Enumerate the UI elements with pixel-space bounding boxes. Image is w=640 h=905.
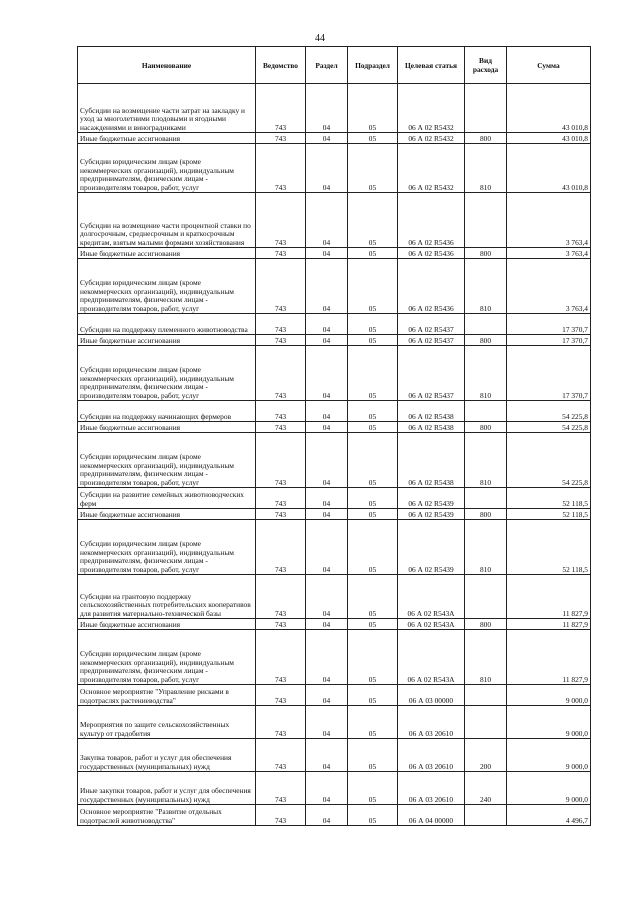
row-target-cell: 06 А 02 R5438 bbox=[398, 422, 465, 433]
row-type-cell bbox=[465, 575, 507, 619]
row-sum-cell: 17 370,7 bbox=[507, 335, 591, 346]
row-dept-cell: 743 bbox=[256, 248, 306, 259]
row-name-cell: Основное мероприятие "Управление рисками в подотраслях растениеводства" bbox=[78, 685, 256, 706]
table-row bbox=[78, 685, 591, 706]
row-subsection-cell: 05 bbox=[348, 84, 398, 133]
row-target-cell: 06 А 04 00000 bbox=[398, 805, 465, 826]
page-number: 44 bbox=[315, 33, 325, 44]
table-row bbox=[78, 575, 591, 619]
row-target-cell: 06 А 02 R5432 bbox=[398, 144, 465, 193]
table-row bbox=[78, 433, 591, 488]
row-dept-cell: 743 bbox=[256, 144, 306, 193]
row-section-cell: 04 bbox=[306, 422, 348, 433]
row-name-cell: Иные бюджетные ассигнования bbox=[78, 619, 256, 630]
row-target-cell: 06 А 02 R5436 bbox=[398, 248, 465, 259]
row-dept-cell: 743 bbox=[256, 133, 306, 144]
table-row bbox=[78, 259, 591, 314]
row-subsection-cell: 05 bbox=[348, 133, 398, 144]
row-type-cell bbox=[465, 685, 507, 706]
row-target-cell: 06 А 03 00000 bbox=[398, 685, 465, 706]
row-subsection-cell: 05 bbox=[348, 488, 398, 509]
row-subsection-cell: 05 bbox=[348, 248, 398, 259]
row-section-cell: 04 bbox=[306, 619, 348, 630]
table-row bbox=[78, 401, 591, 422]
row-sum-cell: 52 118,5 bbox=[507, 520, 591, 575]
row-section-cell: 04 bbox=[306, 630, 348, 685]
row-type-cell: 810 bbox=[465, 433, 507, 488]
row-name-cell: Субсидии на возмещение части затрат на закладку и уход за многолетними плодовыми и ягодными насаждениями и виноградниками bbox=[78, 84, 256, 133]
row-section-cell: 04 bbox=[306, 401, 348, 422]
table-row bbox=[78, 488, 591, 509]
table-row bbox=[78, 346, 591, 401]
row-target-cell: 06 А 02 R5439 bbox=[398, 509, 465, 520]
row-subsection-cell: 05 bbox=[348, 739, 398, 772]
row-dept-cell: 743 bbox=[256, 739, 306, 772]
row-sum-cell: 43 010,8 bbox=[507, 84, 591, 133]
row-sum-cell: 43 010,8 bbox=[507, 133, 591, 144]
row-subsection-cell: 05 bbox=[348, 805, 398, 826]
row-type-cell bbox=[465, 401, 507, 422]
row-target-cell: 06 А 03 20610 bbox=[398, 772, 465, 805]
row-name-cell: Иные бюджетные ассигнования bbox=[78, 422, 256, 433]
row-section-cell: 04 bbox=[306, 335, 348, 346]
table-row bbox=[78, 739, 591, 772]
row-sum-cell: 9 000,0 bbox=[507, 772, 591, 805]
row-name-cell: Основное мероприятие "Развитие отдельных подотраслей животноводства" bbox=[78, 805, 256, 826]
row-target-cell: 06 А 02 R5437 bbox=[398, 314, 465, 335]
row-sum-cell: 3 763,4 bbox=[507, 259, 591, 314]
row-subsection-cell: 05 bbox=[348, 144, 398, 193]
col-header-target: Целевая статья bbox=[398, 47, 465, 84]
row-sum-cell: 11 827,9 bbox=[507, 575, 591, 619]
row-type-cell: 800 bbox=[465, 509, 507, 520]
table-row bbox=[78, 248, 591, 259]
row-dept-cell: 743 bbox=[256, 193, 306, 248]
row-section-cell: 04 bbox=[306, 575, 348, 619]
row-sum-cell: 11 827,9 bbox=[507, 619, 591, 630]
table-row bbox=[78, 706, 591, 739]
row-target-cell: 06 А 02 R5439 bbox=[398, 488, 465, 509]
row-dept-cell: 743 bbox=[256, 433, 306, 488]
row-section-cell: 04 bbox=[306, 433, 348, 488]
row-sum-cell: 54 225,8 bbox=[507, 433, 591, 488]
row-type-cell: 810 bbox=[465, 259, 507, 314]
row-section-cell: 04 bbox=[306, 706, 348, 739]
row-section-cell: 04 bbox=[306, 84, 348, 133]
row-target-cell: 06 А 02 R543А bbox=[398, 630, 465, 685]
table-row bbox=[78, 314, 591, 335]
row-sum-cell: 54 225,8 bbox=[507, 422, 591, 433]
row-target-cell: 06 А 02 R5438 bbox=[398, 401, 465, 422]
row-section-cell: 04 bbox=[306, 133, 348, 144]
row-sum-cell: 4 496,7 bbox=[507, 805, 591, 826]
row-subsection-cell: 05 bbox=[348, 346, 398, 401]
row-name-cell: Мероприятия по защите сельскохозяйственных культур от градобития bbox=[78, 706, 256, 739]
row-dept-cell: 743 bbox=[256, 259, 306, 314]
row-subsection-cell: 05 bbox=[348, 422, 398, 433]
row-target-cell: 06 А 02 R5439 bbox=[398, 520, 465, 575]
row-type-cell bbox=[465, 314, 507, 335]
row-sum-cell: 52 118,5 bbox=[507, 488, 591, 509]
table-row bbox=[78, 520, 591, 575]
row-sum-cell: 52 118,5 bbox=[507, 509, 591, 520]
table-row bbox=[78, 630, 591, 685]
row-subsection-cell: 05 bbox=[348, 314, 398, 335]
col-header-name: Наименование bbox=[78, 47, 256, 84]
row-target-cell: 06 А 02 R5437 bbox=[398, 335, 465, 346]
row-name-cell: Субсидии на возмещение части процентной ставки по долгосрочным, среднесрочным и краткосрочным кредитам, взятым малыми формами хозяйствования bbox=[78, 193, 256, 248]
row-subsection-cell: 05 bbox=[348, 335, 398, 346]
row-dept-cell: 743 bbox=[256, 772, 306, 805]
row-type-cell: 800 bbox=[465, 335, 507, 346]
row-type-cell: 800 bbox=[465, 619, 507, 630]
row-section-cell: 04 bbox=[306, 259, 348, 314]
row-name-cell: Иные бюджетные ассигнования bbox=[78, 509, 256, 520]
row-type-cell: 810 bbox=[465, 520, 507, 575]
row-section-cell: 04 bbox=[306, 772, 348, 805]
row-type-cell bbox=[465, 488, 507, 509]
row-type-cell bbox=[465, 193, 507, 248]
row-type-cell: 810 bbox=[465, 346, 507, 401]
row-dept-cell: 743 bbox=[256, 401, 306, 422]
row-subsection-cell: 05 bbox=[348, 706, 398, 739]
budget-table bbox=[77, 46, 591, 826]
row-section-cell: 04 bbox=[306, 314, 348, 335]
row-subsection-cell: 05 bbox=[348, 259, 398, 314]
row-subsection-cell: 05 bbox=[348, 193, 398, 248]
row-target-cell: 06 А 02 R5432 bbox=[398, 84, 465, 133]
table-row bbox=[78, 144, 591, 193]
row-sum-cell: 9 000,0 bbox=[507, 685, 591, 706]
row-name-cell: Субсидии юридическим лицам (кроме некоммерческих организаций), индивидуальным предпринимателям, физическим лицам - производителям товаров, работ, услуг bbox=[78, 433, 256, 488]
table-row bbox=[78, 193, 591, 248]
row-dept-cell: 743 bbox=[256, 509, 306, 520]
row-sum-cell: 54 225,8 bbox=[507, 401, 591, 422]
row-name-cell: Субсидии юридическим лицам (кроме некоммерческих организаций), индивидуальным предпринимателям, физическим лицам - производителям товаров, работ, услуг bbox=[78, 630, 256, 685]
row-target-cell: 06 А 02 R5438 bbox=[398, 433, 465, 488]
row-subsection-cell: 05 bbox=[348, 619, 398, 630]
row-name-cell: Иные бюджетные ассигнования bbox=[78, 248, 256, 259]
row-dept-cell: 743 bbox=[256, 346, 306, 401]
row-target-cell: 06 А 03 20610 bbox=[398, 706, 465, 739]
row-target-cell: 06 А 02 R5436 bbox=[398, 193, 465, 248]
row-sum-cell: 17 370,7 bbox=[507, 346, 591, 401]
row-name-cell: Закупка товаров, работ и услуг для обеспечения государственных (муниципальных) нужд bbox=[78, 739, 256, 772]
row-subsection-cell: 05 bbox=[348, 630, 398, 685]
table-row bbox=[78, 619, 591, 630]
row-name-cell: Иные бюджетные ассигнования bbox=[78, 133, 256, 144]
row-name-cell: Субсидии на поддержку начинающих фермеров bbox=[78, 401, 256, 422]
row-section-cell: 04 bbox=[306, 805, 348, 826]
row-type-cell: 810 bbox=[465, 144, 507, 193]
row-name-cell: Субсидии на поддержку племенного животноводства bbox=[78, 314, 256, 335]
row-section-cell: 04 bbox=[306, 193, 348, 248]
row-dept-cell: 743 bbox=[256, 84, 306, 133]
row-dept-cell: 743 bbox=[256, 630, 306, 685]
table-row bbox=[78, 335, 591, 346]
row-section-cell: 04 bbox=[306, 144, 348, 193]
row-dept-cell: 743 bbox=[256, 619, 306, 630]
row-subsection-cell: 05 bbox=[348, 520, 398, 575]
row-sum-cell: 9 000,0 bbox=[507, 739, 591, 772]
row-dept-cell: 743 bbox=[256, 706, 306, 739]
table-row bbox=[78, 509, 591, 520]
row-sum-cell: 3 763,4 bbox=[507, 193, 591, 248]
row-name-cell: Иные бюджетные ассигнования bbox=[78, 335, 256, 346]
row-section-cell: 04 bbox=[306, 509, 348, 520]
row-section-cell: 04 bbox=[306, 520, 348, 575]
row-dept-cell: 743 bbox=[256, 422, 306, 433]
row-type-cell: 200 bbox=[465, 739, 507, 772]
row-name-cell: Субсидии на развитие семейных животноводческих ферм bbox=[78, 488, 256, 509]
col-header-type: Вид расхода bbox=[465, 47, 507, 84]
row-sum-cell: 9 000,0 bbox=[507, 706, 591, 739]
row-section-cell: 04 bbox=[306, 488, 348, 509]
row-name-cell: Субсидии юридическим лицам (кроме некоммерческих организаций), индивидуальным предпринимателям, физическим лицам - производителям товаров, работ, услуг bbox=[78, 346, 256, 401]
row-dept-cell: 743 bbox=[256, 335, 306, 346]
row-type-cell: 800 bbox=[465, 133, 507, 144]
row-subsection-cell: 05 bbox=[348, 401, 398, 422]
row-subsection-cell: 05 bbox=[348, 509, 398, 520]
row-type-cell: 810 bbox=[465, 630, 507, 685]
row-section-cell: 04 bbox=[306, 346, 348, 401]
row-type-cell bbox=[465, 84, 507, 133]
row-target-cell: 06 А 02 R543А bbox=[398, 575, 465, 619]
row-section-cell: 04 bbox=[306, 739, 348, 772]
row-sum-cell: 17 370,7 bbox=[507, 314, 591, 335]
row-name-cell: Субсидии юридическим лицам (кроме некоммерческих организаций), индивидуальным предпринимателям, физическим лицам - производителям товаров, работ, услуг bbox=[78, 259, 256, 314]
row-target-cell: 06 А 02 R543А bbox=[398, 619, 465, 630]
row-type-cell bbox=[465, 805, 507, 826]
row-subsection-cell: 05 bbox=[348, 685, 398, 706]
row-sum-cell: 11 827,9 bbox=[507, 630, 591, 685]
row-subsection-cell: 05 bbox=[348, 772, 398, 805]
table-row bbox=[78, 133, 591, 144]
row-target-cell: 06 А 03 20610 bbox=[398, 739, 465, 772]
row-type-cell: 800 bbox=[465, 422, 507, 433]
row-target-cell: 06 А 02 R5437 bbox=[398, 346, 465, 401]
col-header-sum: Сумма bbox=[507, 47, 591, 84]
row-type-cell: 240 bbox=[465, 772, 507, 805]
table-row bbox=[78, 772, 591, 805]
row-dept-cell: 743 bbox=[256, 520, 306, 575]
row-dept-cell: 743 bbox=[256, 488, 306, 509]
col-header-dept: Ведомство bbox=[256, 47, 306, 84]
row-section-cell: 04 bbox=[306, 248, 348, 259]
row-target-cell: 06 А 02 R5432 bbox=[398, 133, 465, 144]
row-dept-cell: 743 bbox=[256, 314, 306, 335]
row-sum-cell: 3 763,4 bbox=[507, 248, 591, 259]
row-dept-cell: 743 bbox=[256, 575, 306, 619]
col-header-subsection: Подраздел bbox=[348, 47, 398, 84]
row-name-cell: Иные закупки товаров, работ и услуг для обеспечения государственных (муниципальных) нужд bbox=[78, 772, 256, 805]
col-header-section: Раздел bbox=[306, 47, 348, 84]
table-header bbox=[78, 47, 591, 84]
row-type-cell: 800 bbox=[465, 248, 507, 259]
row-name-cell: Субсидии на грантовую поддержку сельскохозяйственных потребительских кооперативов для развития материально-технической базы bbox=[78, 575, 256, 619]
row-name-cell: Субсидии юридическим лицам (кроме некоммерческих организаций), индивидуальным предпринимателям, физическим лицам - производителям товаров, работ, услуг bbox=[78, 520, 256, 575]
row-dept-cell: 743 bbox=[256, 805, 306, 826]
row-subsection-cell: 05 bbox=[348, 433, 398, 488]
row-section-cell: 04 bbox=[306, 685, 348, 706]
row-dept-cell: 743 bbox=[256, 685, 306, 706]
table-body bbox=[78, 84, 591, 826]
row-name-cell: Субсидии юридическим лицам (кроме некоммерческих организаций), индивидуальным предпринимателям, физическим лицам - производителям товаров, работ, услуг bbox=[78, 144, 256, 193]
table-row bbox=[78, 84, 591, 133]
row-sum-cell: 43 010,8 bbox=[507, 144, 591, 193]
row-target-cell: 06 А 02 R5436 bbox=[398, 259, 465, 314]
row-type-cell bbox=[465, 706, 507, 739]
table-row bbox=[78, 422, 591, 433]
row-subsection-cell: 05 bbox=[348, 575, 398, 619]
table-row bbox=[78, 805, 591, 826]
